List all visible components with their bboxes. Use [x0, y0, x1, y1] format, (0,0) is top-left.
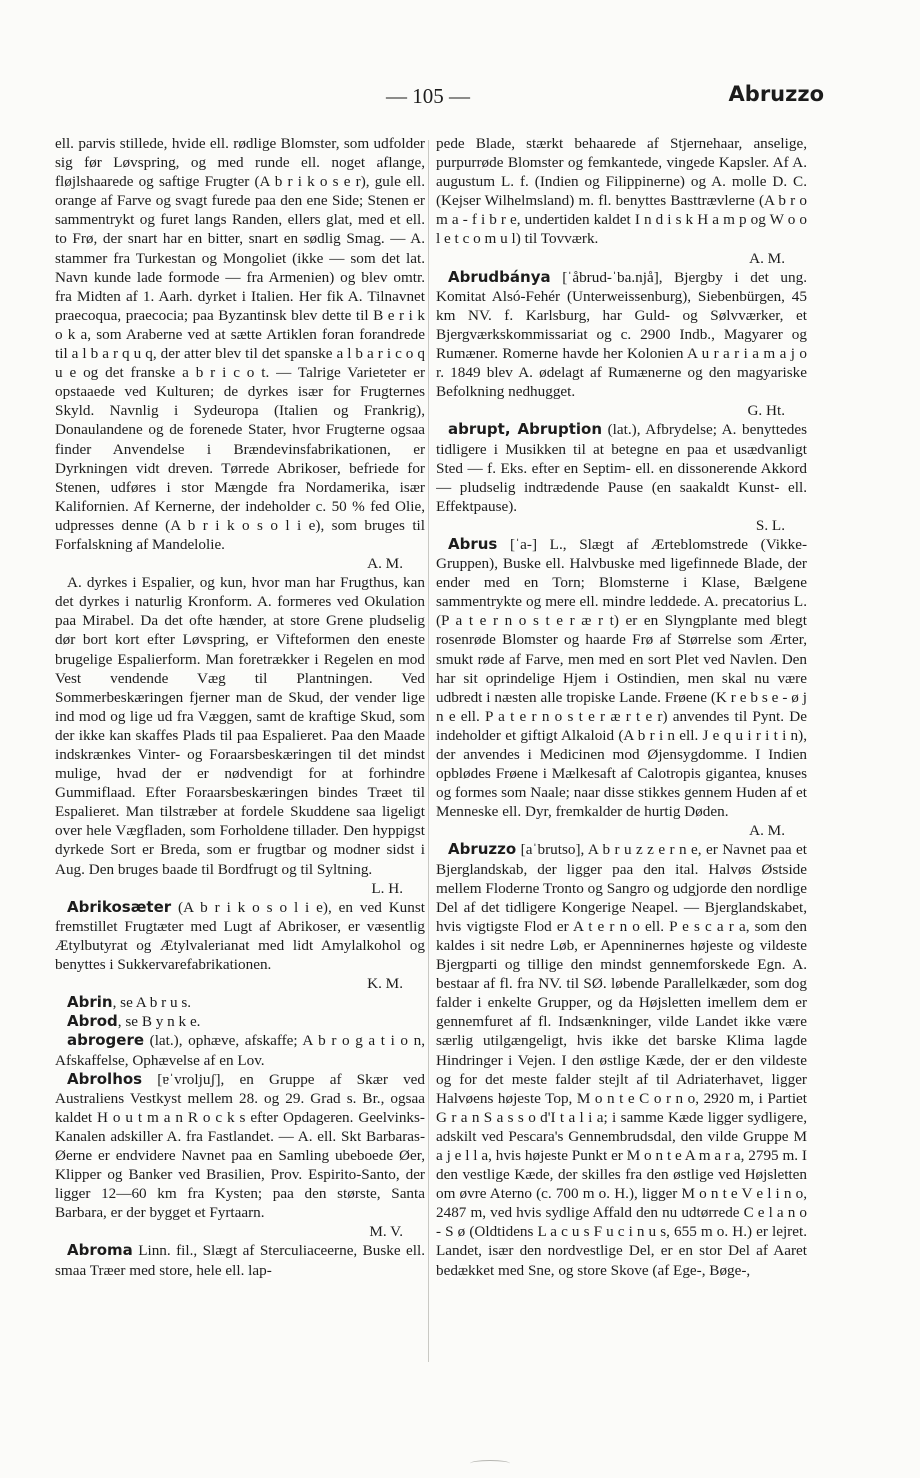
author-signature: K. M.	[367, 975, 403, 993]
entry-term: abrupt, Abruption	[448, 420, 603, 439]
entry-text: [ɐˈvroljuʃ], en Gruppe af Skær ved Australiens Vestkyst mellem 28. og 29. Grad s. Br., ogsaa kaldet H o u t m a n R o c k s efter Opdageren. Geelvinks-Kanalen adskiller A. fra Fastlandet. — A. ell. Skt Barbaras-Øerne er endvidere Navnet paa en Samling ubeboede Øer, Klipper og Banker ved Brasilien, Prov. Espirito-Santo, der ligger 12—60 km fra Kysten; paa den største, Santa Barbara, er der bygget et Fyrtaarn.	[55, 1070, 425, 1222]
entry-text: (A b r i k o s o l i e), en ved Kunst fremstillet Frugtæter med Lugt af Abrikoser, er væsentlig Ætylbutyrat og Ætylvalerianat med lidt Amylalkohol og benyttes i Sukkervarefabrikationen.	[55, 898, 425, 974]
entry-text: Linn. fil., Slægt af Sterculiaceerne, Buske ell. smaa Træer med store, hele ell. lap-	[55, 1242, 425, 1279]
dictionary-entry	[436, 420, 807, 535]
entry-term: Abrudbánya	[448, 267, 551, 286]
dictionary-entry	[55, 1012, 425, 1031]
dictionary-entry	[436, 535, 807, 841]
dictionary-entry	[55, 898, 425, 993]
entry-continuation	[55, 134, 425, 573]
entry-term: Abrod	[67, 1012, 118, 1031]
left-column	[55, 134, 425, 1364]
entry-text: , se B y n k e.	[117, 1013, 201, 1031]
entry-text: [aˈbrutso], A b r u z z e r n e, er Navnet paa et Bjerglandskab, der ligger paa den ital. Halvøs Østside mellem Floderne Tronto og Sangro og udgjorde den nordlige Del af det tidligere Kongerige Neapel. — Bjerglandskabet, hvis vigtigste Flod er A t e r n o ell. P e s c a r a, som den kaldes i sit nedre Løb, er Apenninernes højeste og vildeste Bjergparti og tillige den mindst gennemforskede Egn. A. bestaar af fl. fra NV. til SØ. løbende Parallelkæder, som dog falder i enkelte Grupper, og da Højsletten imellem dem er gennemfuret af fl. Indsænkninger, vilde Landet ikke være særlig utilgængeligt, hvis ikke det barske Klima lagde Hindringer i Vejen. I den østlige Kæde, der er den vildeste og for det meste falder stejlt af til Adriaterhavet, ligger Halvøens højeste Top, M o n t e C o r n o, 2920 m, i Partiet G r a n S a s s o d'I t a l i a; i samme Kæde ligger sydligere, adskilt ved Pescara's Gennembrudsdal, den vilde Gruppe M a j e l l a, hvis højeste Punkt er M o n t e A m a r a, 2795 m. I den vestlige Kæde, der skilles fra den østlige ved Højsletten om øvre Aterno (c. 700 m o. H.), ligger M o n t e V e l i n o, 2487 m, ved hvis sydlige Affald den nu udtørrede C e l a n o - S ø (Oldtidens L a c u s F u c i n u s, 655 m o. H.) er lejret. Landet, især den nordvestlige Del, er en stor Del af Aaret bedækket med Sne, og store Skove (af Ege-, Bøge-,	[436, 841, 807, 1279]
author-signature: L. H.	[371, 879, 403, 897]
dictionary-entry	[55, 1070, 425, 1242]
author-signature: A. M.	[749, 249, 785, 267]
dictionary-entry	[436, 268, 807, 421]
entry-text: (lat.), Afbrydelse; A. benyttedes tidligere i Musikken til at betegne en paa et usædvanligt Sted — f. Eks. efter en Septim- ell. en dissonerende Akkord — pludselig indtrædende Pause (en saakaldt Kunst- ell. Effektpause).	[436, 421, 807, 515]
page-header	[0, 84, 920, 114]
entry-term: Abroma	[67, 1241, 133, 1260]
column-divider	[428, 140, 429, 1362]
entry-term: Abruzzo	[448, 840, 517, 859]
entry-term: Abrikosæter	[67, 897, 172, 916]
page-number: — 105 —	[386, 84, 470, 108]
author-signature: G. Ht.	[747, 402, 785, 420]
entry-text: (lat.), ophæve, afskaffe; A b r o g a t i o n, Afskaffelse, Ophævelse af en Lov.	[55, 1032, 425, 1069]
running-headword: Abruzzo	[728, 82, 824, 106]
entry-text: pede Blade, stærkt behaarede af Stjernehaar, anselige, purpurrøde Blomster og femkantede, vingede Kapsler. Af A. augustum L. f. (Indien og Filippinerne) og A. molle D. C. (Kejser Wilhelmsland) m. fl. benyttes Basttrævlerne (A b r o m a - f i b r e, undertiden kaldet I n d i s k H a m p og W o o l e t c o m u l) til Tovværk.	[436, 135, 807, 248]
bottom-mark	[470, 1460, 510, 1467]
author-signature: M. V.	[369, 1223, 403, 1241]
dictionary-entry	[55, 1031, 425, 1069]
entry-continuation	[55, 573, 425, 898]
entry-text: ell. parvis stillede, hvide ell. rødlige Blomster, som udfolder sig før Løvspring, og med runde ell. noget aflange, fløjlshaarede og saftige Frugter (A b r i k o s e r), gule ell. orange af Farve og svagt furede paa den ene Side; Stenen er sammentrykt og furet langs Randen, ellers glat, med et ell. to Frø, der snart har en bitter, snart en sødlig Smag. — A. stammer fra Turkestan og Mongoliet (ikke — som det lat. Navn kunde lade formode — fra Armenien) og blev omtr. fra Midten af 1. Aarh. dyrket i Italien. Her fik A. Tilnavnet praecoqua, praecocia; paa Byzantinsk blev dette til B e r i k o k a, som Araberne ved at sætte Artiklen foran forandrede til a l b a r q u q, der atter blev til det spanske a l b a r i c o q u e og det franske a b r i c o t. — Talrige Varieteter er opstaaede ved Kulturen; de dyrkes især for Frugternes Skyld. Navnlig i Sydeuropa (Italien og Frankrig), Donaulandene og de forenede Stater, hvor Frugterne ogsaa finder Anvendelse i Brændevinsfabrikationen, er Dyrkningen vidt dreven. Tørrede Abrikoser, befriede for Stenen, udføres i stor Mængde fra Nordamerika, især Kalifornien. Af Kernerne, der indeholder c. 50 % fed Olie, udpresses denne (A b r i k o s o l i e), som bruges til Forfalskning af Mandelolie.	[55, 135, 425, 553]
dictionary-entry	[55, 993, 425, 1012]
author-signature: S. L.	[755, 516, 785, 534]
author-signature: A. M.	[367, 555, 403, 573]
entry-text: , se A b r u s.	[112, 994, 192, 1012]
entry-term: Abrin	[67, 993, 113, 1012]
entry-text: [ˈåbrud-ˈba.njå], Bjergby i det ung. Komitat Alsó-Fehér (Unterweissenburg), Siebenbürgen, 45 km NV. f. Karlsburg, har Guld- og Sølvværker, et Bjergværkskommissariat og c. 2900 Indb., Magyarer og Rumæner. Romerne havde her Kolonien A u r a r i a m a j o r. 1849 blev A. ødelagt af Rumænerne og den magyariske Befolkning nedhugget.	[436, 268, 807, 401]
entry-term: Abrolhos	[67, 1069, 143, 1088]
dictionary-entry	[55, 1241, 425, 1279]
author-signature: A. M.	[749, 822, 785, 840]
entry-continuation	[436, 134, 807, 268]
entry-term: Abrus	[448, 534, 498, 553]
entry-text: A. dyrkes i Espalier, og kun, hvor man har Frugthus, kan det dyrkes i naturlig Kronform. A. formeres ved Okulation paa Mirabel. Da det ofte hænder, at store Grene pludselig dør bort kort efter Løvspring, er Vifteformen den eneste brugelige Espalierform. Man foretrækker i Regelen en mod Vest vendende Væg til Plantningen. Ved Sommerbeskæringen fjerner man de Skud, der vender lige ind mod og lige ud fra Væggen, samt de kraftige Skud, som der ikke kan skaffes Plads til paa Espalieret. Paa den Maade indskrænkes Vinter- og Foraarsbeskæringen til det mindst mulige, hvad der er nødvendigt for at forhindre Gummiflaad. Efter Foraarsbeskæringen bindes Træet til Espalieret. Man tilstræber at fordele Skuddene saa ligeligt over hele Vægfladen, som Forholdene tillader. Den hyppigst dyrkede Sort er Breda, som er frugtbar og modner sidst i Aug. Den bruges baade til Bordfrugt og til Syltning.	[55, 574, 425, 878]
entry-text: [ˈa-] L., Slægt af Ærteblomstrede (Vikke-Gruppen), Buske ell. Halvbuske med ligefinnede Blade, der ender med en Torn; Blomsterne i Klase, Bælgene sammentrykte og mere ell. mindre leddede. A. precatorius L. (P a t e r n o s t e r æ r t) er en Slyngplante med blegt rosenrøde Blomster og haarde Frø af Størrelse som Ærter, smukt røde af Farve, men med en sort Plet ved Navlen. Den har sit oprindelige Hjem i Ostindien, men skal nu være udbredt i næsten alle tropiske Lande. Frøene (K r e b s e - ø j n e ell. P a t e r n o s t e r æ r t e r) anvendes til Pynt. De indeholder et giftigt Alkaloid (A b r i n ell. J e q u i r i t i n), der anvendes i Medicinen mod Øjensygdomme. I Indien opblødes Frøene i Mælkesaft af Calotropis gigantea, knuses og formes som Naale; naar disse stikkes gennem Huden af et Menneske ell. Dyr, fremkalder de hurtig Døden.	[436, 535, 807, 821]
right-column	[436, 134, 807, 1364]
dictionary-entry	[436, 840, 807, 1279]
entry-term: abrogere	[67, 1031, 145, 1050]
